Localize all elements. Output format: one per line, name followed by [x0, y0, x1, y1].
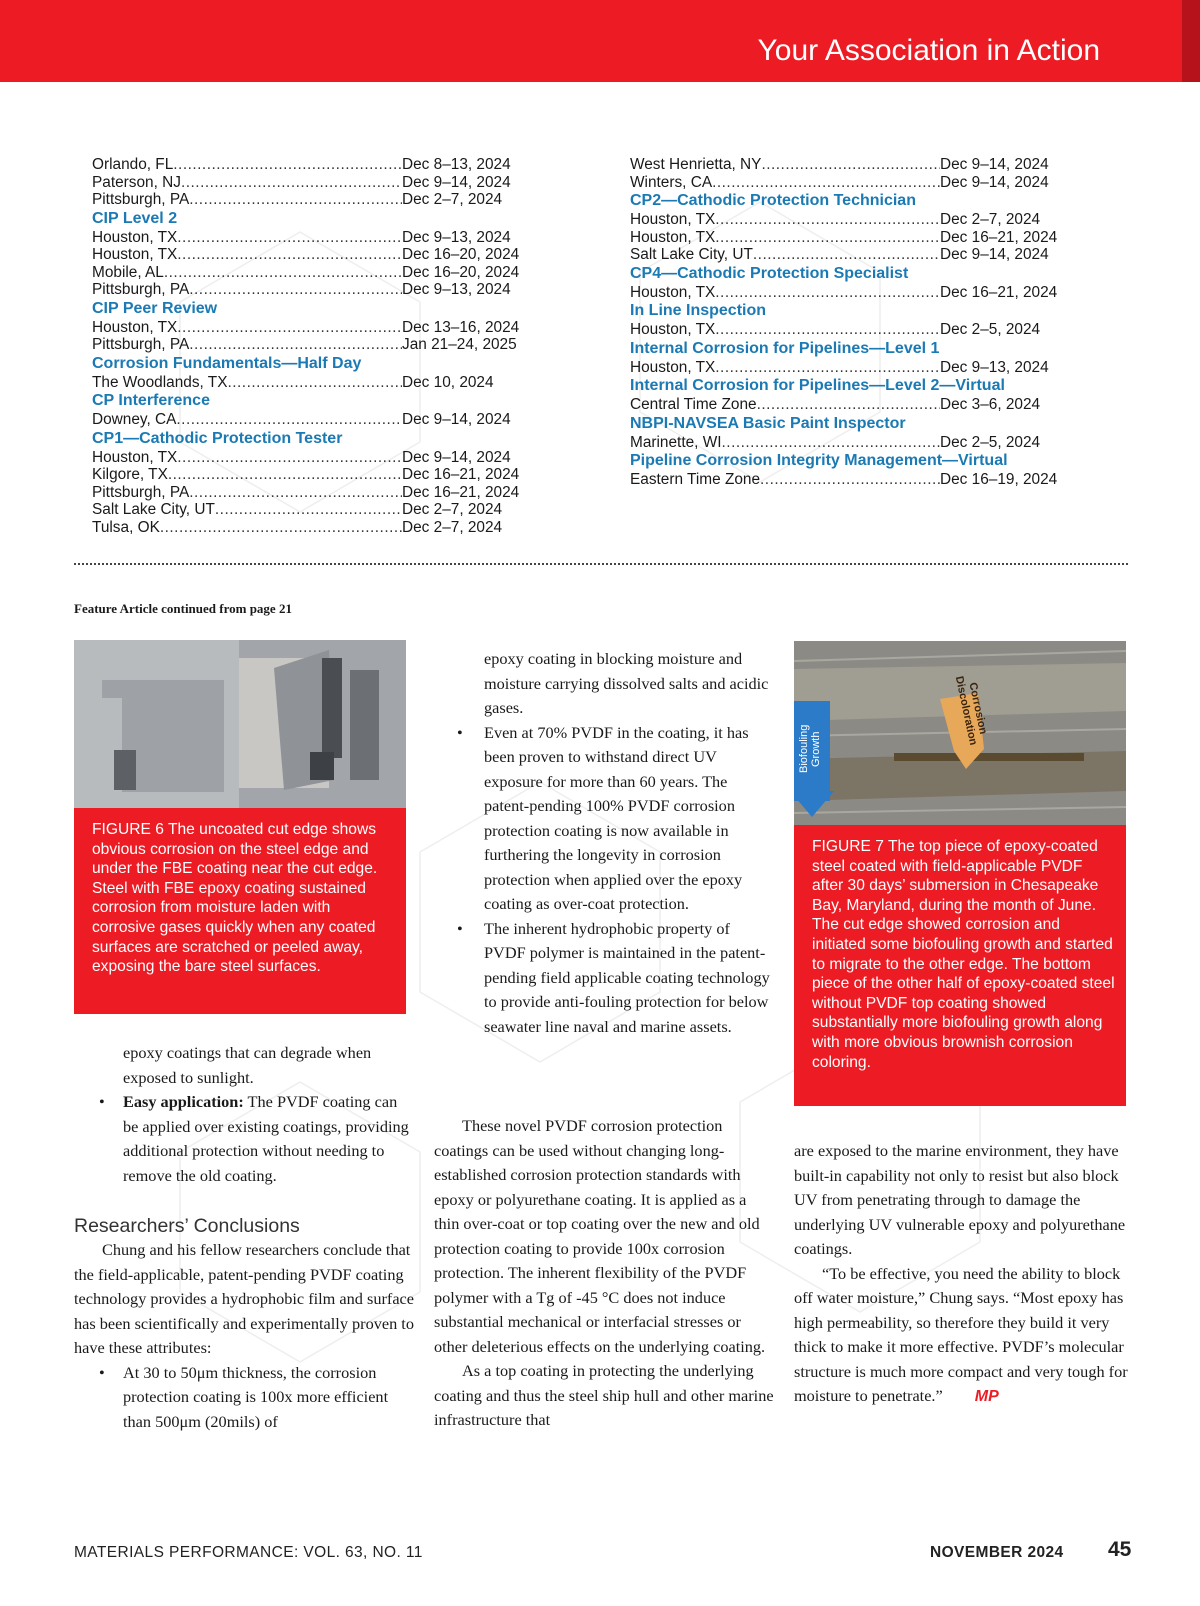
schedule-location: Mobile, AL [92, 263, 164, 281]
schedule-row [92, 246, 528, 264]
leader-dots [189, 191, 402, 209]
schedule-row [92, 264, 528, 282]
leader-dots [757, 396, 940, 414]
leader-dots [189, 336, 402, 354]
schedule-column-left [92, 156, 528, 536]
schedule-location: Tulsa, OK [92, 518, 160, 536]
schedule-date: Dec 13–16, 2024 [402, 318, 520, 336]
schedule-row [92, 156, 528, 174]
right-column-text [794, 1139, 1134, 1410]
leader-dots [168, 466, 402, 484]
schedule-row [92, 411, 528, 429]
schedule-date: Dec 9–14, 2024 [402, 173, 511, 191]
dotted-divider [74, 563, 1128, 565]
schedule-location: Central Time Zone [630, 396, 757, 413]
leader-dots [760, 471, 940, 489]
schedule-date: Dec 2–7, 2024 [402, 191, 503, 208]
schedule-location: Houston, TX [630, 228, 716, 246]
schedule-row [630, 471, 1066, 489]
conclusions-paragraph: Chung and his fellow researchers conclude that the field-applicable, patent-pending PVDF coating technology provides a hydrophobic film and surface has been scientifically and experimentally proven to have these attributes: [74, 1240, 414, 1357]
schedule-location: West Henrietta, NY [630, 156, 762, 173]
leader-dots [715, 321, 940, 339]
schedule-location: Houston, TX [92, 228, 178, 246]
middle-bullet-hydrophobic: • The inherent hydrophobic property of PVDF polymer is maintained in the patent-pending field applicable coating technology to provide anti-fouling protection for below seawater line naval and marine assets. [452, 917, 772, 1040]
schedule-date: Dec 16–21, 2024 [402, 483, 520, 501]
schedule-row [630, 156, 1066, 174]
leader-dots [227, 374, 402, 392]
schedule-date: Dec 2–5, 2024 [940, 321, 1041, 338]
figure7-label-growth: Biofouling Growth [798, 724, 822, 774]
middle-bullets [452, 647, 772, 1039]
leader-dots [712, 174, 940, 192]
continued-label: Feature Article continued from page 21 [74, 601, 292, 616]
schedule-date: Dec 9–14, 2024 [402, 448, 511, 466]
schedule-date: Dec 10, 2024 [402, 373, 494, 391]
schedule-location: Paterson, NJ [92, 173, 181, 191]
footer-month: NOVEMBER 2024 [930, 1544, 1064, 1561]
schedule-row [630, 359, 1066, 377]
course-category: CIP Level 2 [92, 209, 178, 227]
figure7-caption: FIGURE 7 The top piece of epoxy-coated steel coated with field-applicable PVDF after 30 days’ submersion in Chesapeake Bay, Maryland, during the month of June. The cut edge showed corrosion and initiated some biofouling growth and started to migrate to the other edge. The bottom piece of the other half of epoxy-coated steel without PVDF top coating showed substantially more biofouling growth along with more obvious brownish corrosion coloring. [794, 825, 1126, 1106]
schedule-row [92, 449, 528, 467]
schedule-date: Dec 9–13, 2024 [940, 358, 1049, 376]
schedule-location: Orlando, FL [92, 156, 174, 173]
course-category: CP4—Cathodic Protection Specialist [630, 264, 909, 282]
middle-bullet-continued: epoxy coating in blocking moisture and moisture carrying dissolved salts and acidic gases. [484, 649, 769, 717]
leader-dots [761, 156, 940, 174]
schedule-location: Houston, TX [630, 283, 716, 301]
footer-publication: MATERIALS PERFORMANCE: VOL. 63, NO. 11 [74, 1544, 423, 1561]
schedule-row [92, 229, 528, 247]
course-category: Corrosion Fundamentals—Half Day [92, 354, 362, 372]
schedule-date: Dec 9–14, 2024 [402, 411, 511, 428]
leader-dots [753, 246, 940, 264]
schedule-location: Pittsburgh, PA [92, 336, 190, 353]
schedule-date: Dec 2–7, 2024 [940, 211, 1041, 228]
schedule-date: Jan 21–24, 2025 [402, 336, 517, 353]
schedule-location: Houston, TX [630, 358, 716, 376]
schedule-location: Houston, TX [630, 321, 716, 338]
schedule-row [92, 191, 528, 209]
leader-dots [181, 174, 402, 192]
section-title: Your Association in Action [757, 34, 1100, 67]
schedule-location: Kilgore, TX [92, 466, 168, 483]
schedule-row [630, 284, 1066, 302]
schedule-row [92, 281, 528, 299]
schedule-date: Dec 16–20, 2024 [402, 246, 520, 263]
left-column-text [74, 1041, 414, 1434]
middle-paragraph-1: These novel PVDF corrosion protection coatings can be used without changing long-established corrosion protection standards with epoxy or polyurethane coating. It is applied as a thin over-coat or top coating over the new and old protection coating to provide 100x corrosion protection. The inherent flexibility of the PVDF polymer with a Tg of -45 °C does not induce substantial mechanical or interfacial stresses or other deleterious effects on the underlying coating. [434, 1116, 766, 1356]
schedule-date: Dec 16–21, 2024 [940, 228, 1058, 246]
schedule-location: Houston, TX [92, 318, 178, 336]
schedule-row [630, 246, 1066, 264]
conclusions-bullet-thickness: • At 30 to 50μm thickness, the corrosion protection coating is 100x more efficient than 500μm (20mils) of [74, 1361, 414, 1435]
schedule-row [92, 319, 528, 337]
schedule-date: Dec 9–13, 2024 [402, 281, 511, 298]
schedule-location: Salt Lake City, UT [630, 246, 753, 263]
leader-dots [715, 211, 940, 229]
course-category: Pipeline Corrosion Integrity Management—Virtual [630, 452, 1008, 469]
schedule-row [630, 396, 1066, 414]
leader-dots [715, 359, 940, 377]
leader-dots [177, 449, 402, 467]
schedule-row [630, 174, 1066, 192]
schedule-date: Dec 2–7, 2024 [402, 501, 503, 518]
schedule-row [92, 174, 528, 192]
course-category: NBPI-NAVSEA Basic Paint Inspector [630, 414, 906, 432]
leader-dots [715, 284, 940, 302]
schedule-row [92, 466, 528, 484]
bullet-text: The PVDF coating can be applied over existing coatings, providing additional protection without needing to remove the old coating. [123, 1092, 409, 1185]
course-category: Internal Corrosion for Pipelines—Level 1 [630, 339, 940, 357]
schedule-date: Dec 3–6, 2024 [940, 396, 1041, 413]
leader-dots [189, 281, 402, 299]
schedule-date: Dec 16–20, 2024 [402, 263, 520, 281]
schedule-date: Dec 8–13, 2024 [402, 156, 511, 173]
schedule-row [630, 229, 1066, 247]
schedule-location: Houston, TX [92, 246, 178, 263]
schedule-date: Dec 9–13, 2024 [402, 228, 511, 246]
middle-paragraph-2: As a top coating in protecting the underlying coating and thus the steel ship hull and other marine infrastructure that [434, 1361, 774, 1429]
schedule-row [92, 484, 528, 502]
bullet-lead: Easy application: [123, 1092, 244, 1111]
page-number: 45 [1108, 1538, 1132, 1561]
leader-dots [722, 434, 940, 452]
leader-dots [173, 156, 402, 174]
middle-bullet-uv: • Even at 70% PVDF in the coating, it has been proven to withstand direct UV exposure for more than 60 years. The patent-pending 100% PVDF corrosion protection coating is now available in furthering the longevity in corrosion protection when applied over the epoxy coating as over-coat protection. [452, 721, 772, 917]
section-heading: Researchers’ Conclusions [74, 1215, 300, 1237]
schedule-row [630, 211, 1066, 229]
schedule-date: Dec 16–21, 2024 [402, 466, 520, 483]
schedule-date: Dec 16–19, 2024 [940, 471, 1058, 488]
figure7-photo [794, 641, 1126, 825]
schedule-date: Dec 9–14, 2024 [940, 156, 1049, 173]
schedule-location: Marinette, WI [630, 433, 722, 451]
schedule-row [630, 321, 1066, 339]
figure6-photo [74, 640, 406, 808]
leader-dots [160, 519, 402, 537]
middle-column-text [434, 1114, 774, 1433]
leader-dots [177, 319, 402, 337]
schedule-date: Dec 2–5, 2024 [940, 433, 1041, 451]
schedule-location: Houston, TX [630, 211, 716, 228]
header-banner-edge [1182, 0, 1200, 82]
schedule-location: Pittsburgh, PA [92, 191, 190, 208]
schedule-location: Eastern Time Zone [630, 471, 761, 488]
leader-dots [177, 246, 402, 264]
course-category: CP Interference [92, 392, 210, 409]
schedule-location: Houston, TX [92, 448, 178, 466]
figure6-caption: FIGURE 6 The uncoated cut edge shows obvious corrosion on the steel edge and under the FBE coating near the cut edge. Steel with FBE epoxy coating sustained corrosion from moisture laden with corrosive gases quickly when any coated surfaces are scratched or peeled away, exposing the bare steel surfaces. [74, 808, 406, 1014]
schedule-row [92, 519, 528, 537]
schedule-location: Pittsburgh, PA [92, 483, 190, 501]
schedule-location: The Woodlands, TX [92, 373, 228, 391]
schedule-row [92, 501, 528, 519]
right-paragraph-2 [794, 1262, 1134, 1410]
leader-dots [189, 484, 402, 502]
schedule-location: Salt Lake City, UT [92, 501, 215, 518]
leader-dots [176, 411, 402, 429]
leader-dots [215, 501, 402, 519]
course-category: CIP Peer Review [92, 299, 218, 317]
course-category: Internal Corrosion for Pipelines—Level 2—Virtual [630, 377, 1005, 394]
schedule-location: Downey, CA [92, 411, 177, 428]
course-category: In Line Inspection [630, 302, 767, 319]
figure7-label-corrosion: Corrosion Discoloration [952, 674, 990, 747]
right-paragraph-1: are exposed to the marine environment, they have built-in capability not only to resist but also block UV from penetrating through to damage the underlying UV vulnerable epoxy and polyurethane coatings. [794, 1141, 1126, 1258]
schedule-location: Pittsburgh, PA [92, 281, 190, 298]
leader-dots [715, 229, 940, 247]
quote-text: “To be effective, you need the ability to block off water moisture,” Chung says. “Most epoxy has high permeability, so therefore they build it very thick to make it more effective. PVDF’s molecular structure is much more compact and very tough for moisture to penetrate.” [794, 1263, 1128, 1405]
mp-end-mark-logo: MP [974, 1388, 999, 1405]
schedule-column-right [630, 156, 1066, 489]
schedule-location: Winters, CA [630, 173, 713, 191]
schedule-date: Dec 16–21, 2024 [940, 283, 1058, 301]
leader-dots [177, 229, 402, 247]
schedule-date: Dec 2–7, 2024 [402, 518, 503, 536]
schedule-date: Dec 9–14, 2024 [940, 173, 1049, 191]
schedule-date: Dec 9–14, 2024 [940, 246, 1049, 263]
schedule-row [92, 336, 528, 354]
left-bullet-continued: epoxy coatings that can degrade when exposed to sunlight. [123, 1043, 372, 1087]
left-bullet-easy-application [74, 1090, 414, 1188]
course-category: CP1—Cathodic Protection Tester [92, 429, 343, 447]
course-category: CP2—Cathodic Protection Technician [630, 192, 916, 209]
schedule-row [92, 374, 528, 392]
leader-dots [164, 264, 402, 282]
schedule-row [630, 434, 1066, 452]
